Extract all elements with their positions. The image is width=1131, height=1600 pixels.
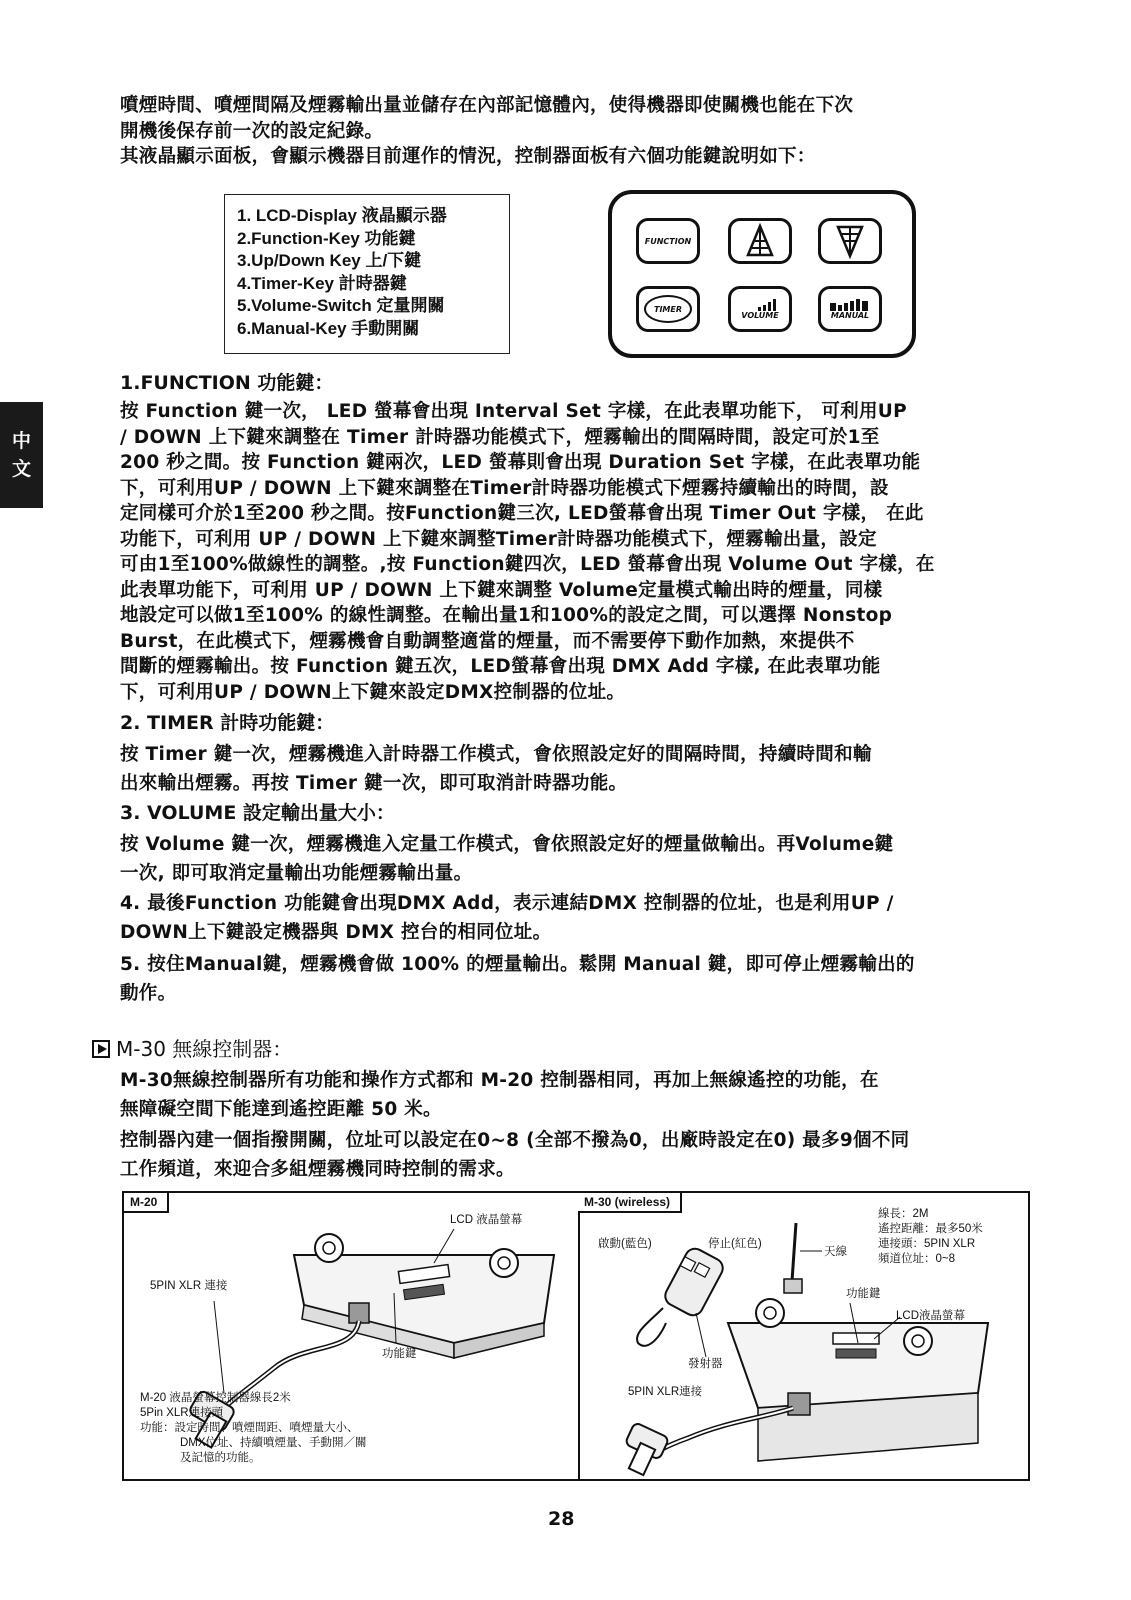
legend-item: 1. LCD-Display 液晶顯示器 (237, 206, 447, 225)
item5-line: 動作。 (120, 983, 177, 1004)
m30-line: M-30無線控制器所有功能和操作方式都和 M-20 控制器相同，再加上無線遙控的功能，在 (120, 1070, 879, 1091)
m20-note: 功能：設定時間、噴煙間距、噴煙量大小、 (140, 1422, 359, 1434)
volume-heading: 3. VOLUME 設定輸出量大小： (120, 802, 395, 824)
controller-panel (608, 190, 916, 358)
timer-key-label: TIMER (653, 304, 683, 314)
function-line: 200 秒之間。按 Function 鍵兩次，LED 螢幕則會出現 Duration Set 字樣，在此表單功能 (120, 452, 921, 473)
volume-paragraph (120, 830, 1040, 888)
up-key (728, 218, 792, 264)
m30-xlr-label: 5PIN XLR連接 (628, 1386, 703, 1398)
manual-key (818, 286, 882, 332)
volume-line: 按 Volume 鍵一次，煙霧機進入定量工作模式，會依照設定好的煙量做輸出。再Volume鍵 (120, 834, 894, 855)
m30-antenna-label: 天線 (824, 1246, 847, 1258)
m30-stop-label: 停止(紅色) (708, 1238, 762, 1250)
timer-heading: 2. TIMER 計時功能鍵： (120, 712, 335, 734)
m30-specs (878, 1207, 983, 1267)
m30-transmitter-label: 發射器 (688, 1358, 723, 1370)
down-key (818, 218, 882, 264)
item4-line: DOWN上下鍵設定機器與 DMX 控台的相同位址。 (120, 922, 552, 943)
m30-heading-row (92, 1036, 292, 1062)
legend-item: 3.Up/Down Key 上/下鍵 (237, 251, 422, 270)
function-line: 下，可利用UP / DOWN 上下鍵來調整在Timer計時器功能模式下煙霧持續輸出的時間，設 (120, 477, 889, 499)
legend-item: 6.Manual-Key 手動開關 (237, 318, 420, 338)
function-line: 定同樣可介於1至200 秒之間。按Function鍵三次, LED螢幕會出現 Timer Out 字樣， 在此 (120, 503, 924, 524)
timer-paragraph (120, 740, 1040, 798)
m30-heading: M-30 無線控制器： (116, 1037, 293, 1061)
m30-line: 控制器內建一個指撥開關，位址可以設定在0~8 (全部不撥為0，出廠時設定在0) 最多9個不同 (120, 1130, 910, 1151)
function-line: 地設定可以做1至100% 的線性調整。在輸出量1和100%的設定之間，可以選擇 Nonstop (120, 605, 893, 626)
function-line: 此表單功能下，可利用 UP / DOWN 上下鍵來調整 Volume定量模式輸出時的煙量，同樣 (120, 579, 883, 601)
function-line: 間斷的煙霧輸出。按 Function 鍵五次，LED螢幕會出現 DMX Add 字樣, 在此表單功能 (120, 656, 881, 677)
function-line: 按 Function 鍵一次， LED 螢幕會出現 Interval Set 字樣，在此表單功能下， 可利用UP (120, 401, 907, 422)
m30-spec: 遙控距離：最多50米 (878, 1223, 983, 1235)
down-arrow-icon (830, 223, 870, 259)
m30-lcd-label: LCD液晶螢幕 (896, 1310, 966, 1322)
function-line: / DOWN 上下鍵來調整在 Timer 計時器功能模式下，煙霧輸出的間隔時間，設定可於1至 (120, 426, 880, 448)
volume-bars-icon (740, 299, 780, 311)
m20-note: M-20 液晶螢幕控制器線長2米 (140, 1392, 291, 1404)
function-heading: 1.FUNCTION 功能鍵： (120, 372, 334, 394)
volume-key (728, 286, 792, 332)
up-arrow-icon (740, 223, 780, 259)
manual-bars-icon (828, 299, 872, 311)
function-line: 功能下，可利用 UP / DOWN 上下鍵來調整Timer計時器功能模式下，煙霧輸出量，設定 (120, 528, 877, 550)
m30-start-label: 啟動(藍色) (598, 1238, 652, 1250)
controller-figure (122, 1191, 1030, 1481)
m20-xlr-label: 5PIN XLR 連接 (150, 1280, 228, 1292)
function-line: Burst，在此模式下，煙霧機會自動調整適當的煙量，而不需要停下動作加熱，來提供不 (120, 630, 855, 652)
m30-figure (578, 1193, 1028, 1479)
item5-line: 5. 按住Manual鍵，煙霧機會做 100% 的煙量輸出。鬆開 Manual 鍵，即可停止煙霧輸出的 (120, 954, 915, 975)
m30-spec: 頻道位址：0~8 (878, 1253, 956, 1265)
function-key-label: FUNCTION (644, 236, 692, 246)
m20-figure (124, 1193, 580, 1479)
m30-line: 工作頻道，來迎合多組煙霧機同時控制的需求。 (120, 1159, 515, 1180)
function-line: 可由1至100%做線性的調整。,按 Function鍵四次，LED 螢幕會出現 Volume Out 字樣，在 (120, 554, 935, 575)
function-line: 下，可利用UP / DOWN上下鍵來設定DMX控制器的位址。 (120, 681, 626, 703)
intro-line: 開機後保存前一次的設定紀錄。 (120, 120, 384, 142)
m20-note: 及記憶的功能。 (180, 1452, 261, 1464)
volume-line: 一次, 即可取消定量輸出功能煙霧輸出量。 (120, 863, 473, 884)
m30-spec: 線長：2M (878, 1208, 929, 1220)
language-tab-char: 中 (11, 430, 31, 452)
m20-note: 5Pin XLR連接頭 (140, 1407, 224, 1419)
language-tab-char: 文 (11, 458, 31, 480)
timer-oval-icon (644, 295, 692, 323)
intro-paragraph (120, 93, 1040, 170)
m30-line: 無障礙空間下能達到遙控距離 50 米。 (120, 1099, 442, 1120)
m30-function-key-label: 功能鍵 (846, 1288, 881, 1300)
intro-line: 其液晶顯示面板，會顯示機器目前運作的情況，控制器面板有六個功能鍵說明如下： (120, 146, 816, 167)
key-legend (224, 194, 510, 354)
m30-paragraph (120, 1066, 1040, 1184)
m20-function-key-label: 功能鍵 (382, 1348, 417, 1360)
m30-tag: M-30 (wireless) (578, 1193, 682, 1213)
item5-paragraph (120, 950, 1040, 1008)
m20-note: DMX位址、持續噴煙量、手動開／關 (180, 1437, 367, 1449)
manual-key-label: MANUAL (830, 310, 870, 320)
volume-key-label: VOLUME (741, 310, 779, 320)
intro-line: 噴煙時間、噴煙間隔及煙霧輸出量並儲存在內部記憶體內，使得機器即使關機也能在下次 (120, 95, 854, 116)
legend-item: 5.Volume-Switch 定量開關 (237, 296, 445, 315)
m30-spec: 連接頭：5PIN XLR (878, 1238, 976, 1250)
page-number: 28 (548, 1508, 575, 1530)
m20-lcd-label: LCD 液晶螢幕 (450, 1214, 523, 1226)
legend-item: 2.Function-Key 功能鍵 (237, 228, 416, 248)
timer-key (636, 286, 700, 332)
timer-line: 出來輸出煙霧。再按 Timer 鍵一次，即可取消計時器功能。 (120, 773, 628, 794)
language-tab (0, 402, 43, 508)
function-paragraph (120, 399, 1040, 705)
item4-paragraph (120, 889, 1040, 947)
m20-tag: M-20 (124, 1193, 169, 1213)
legend-item: 4.Timer-Key 計時器鍵 (237, 273, 407, 293)
function-key (636, 218, 700, 264)
play-icon (92, 1040, 110, 1058)
item4-line: 4. 最後Function 功能鍵會出現DMX Add，表示連結DMX 控制器的位址，也是利用UP / (120, 893, 894, 914)
m20-notes (140, 1391, 367, 1466)
timer-line: 按 Timer 鍵一次，煙霧機進入計時器工作模式，會依照設定好的間隔時間，持續時間和輸 (120, 744, 872, 765)
